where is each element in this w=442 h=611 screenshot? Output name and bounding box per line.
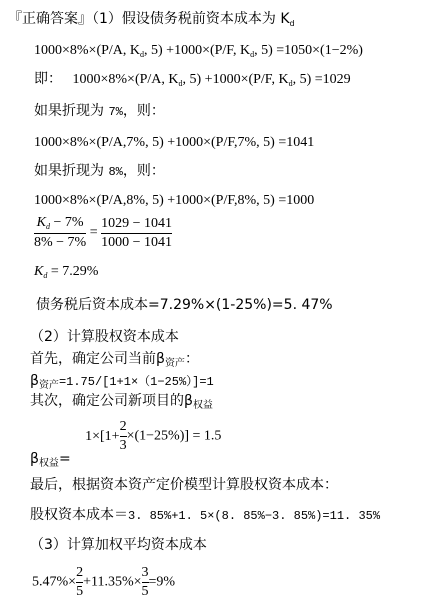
wacc-fraction-2: [142, 566, 149, 599]
discount-7-text: 如果折现为: [34, 103, 104, 119]
interpolation-equation: [34, 216, 172, 250]
equation-line-1: [34, 44, 363, 59]
fraction-bar: [34, 233, 86, 234]
kd-subscript: d: [289, 19, 295, 28]
interp-den: 8% − 7%: [34, 235, 87, 250]
beta-asset-equation: [30, 374, 214, 391]
equity-cost-equation: [30, 506, 380, 522]
discount-8-heading: [34, 164, 165, 178]
discount-7-heading: [34, 104, 165, 118]
beta-asset-value: =1.75/[1+1×（1−25%）]=1: [58, 375, 214, 389]
wacc-part-a: 5.47%×: [32, 574, 77, 590]
beta-asset-sub: 资产: [164, 358, 185, 369]
discount-8-rate: 8%: [108, 165, 123, 179]
interp-k: K: [36, 215, 46, 230]
beta-symbol: β: [30, 373, 39, 389]
beta-equity-symbol: β: [30, 450, 39, 467]
fraction-bar: [120, 436, 127, 437]
eq2-sub-2: d: [288, 79, 293, 88]
interp-k-sub: d: [46, 222, 50, 231]
discount-7-rate: 7%: [108, 105, 123, 119]
kd-result-sub: d: [43, 271, 48, 280]
discount-8-text: 如果折现为: [34, 163, 104, 179]
eq2-part-a: 1000×8%×(P/A, K: [72, 72, 179, 87]
eq2-part-b: , 5) +1000×(P/F, K: [182, 72, 289, 87]
eq1-sub-1: d: [140, 50, 145, 59]
beta-asset-intro-text: 首先，确定公司当前β: [30, 351, 165, 367]
eq1-part-c: , 5) =1050×(1−2%): [254, 43, 363, 58]
kd-letter: K: [34, 264, 44, 279]
beta-equity-den: 3: [119, 438, 127, 453]
equation-8pct: 1000×8%×(P/A,8%, 5) +1000×(P/F,8%, 5) =1000: [34, 193, 315, 208]
wacc-den-1: 5: [76, 584, 84, 599]
fraction-bar: [101, 233, 172, 234]
beta-equity-sub: 权益: [192, 400, 213, 411]
after-tax-debt-cost: 债务税后资本成本=7.29%×(1-25%)=5. 47%: [36, 297, 333, 313]
wacc-equation: [32, 566, 175, 599]
equity-cost-label: 股权资本成本＝: [30, 507, 128, 523]
beta-equity-equals: =: [58, 450, 71, 467]
fraction-bar: [142, 582, 149, 583]
eq2-sub-1: d: [178, 79, 183, 88]
wacc-result: =9%: [148, 574, 176, 590]
section-3-heading: （3）计算加权平均资本成本: [30, 537, 207, 553]
wacc-den-2: 5: [141, 584, 149, 599]
eq2-prefix: 即：: [34, 71, 62, 87]
beta-asset-intro-suffix: ：: [184, 351, 199, 367]
beta-equity-equation: [30, 420, 221, 469]
kd-result: [34, 265, 98, 280]
beta-equity-fraction: [120, 420, 127, 453]
answer-heading-text: 『正确答案』（1）假设债务税前资本成本为 K: [8, 11, 290, 27]
beta-equity-intro-text: 其次，确定公司新项目的β: [30, 393, 193, 409]
fraction-bar: [76, 582, 83, 583]
equity-cost-value: 3. 85%+1. 5×(8. 85%−3. 85%)=11. 35%: [128, 509, 381, 523]
answer-heading: [8, 12, 295, 28]
discount-7-suffix: ，则：: [122, 103, 165, 119]
wacc-num-1: 2: [76, 565, 84, 580]
wacc-num-2: 3: [141, 565, 149, 580]
eq2-part-c: , 5) =1029: [292, 72, 351, 87]
wacc-fraction-1: [76, 566, 83, 599]
eq1-sub-2: d: [250, 50, 255, 59]
interp-num-rest: − 7%: [50, 215, 84, 230]
beta-equity-intro: [30, 394, 213, 411]
discount-8-suffix: ，则：: [122, 163, 165, 179]
kd-value: = 7.29%: [47, 264, 99, 279]
beta-equity-part-c: 1×[1+: [85, 428, 120, 444]
beta-equity-part-d: ×(1−25%)] = 1.5: [126, 428, 222, 444]
beta-equity-eq-sub: 权益: [38, 457, 59, 469]
interp-right-fraction: [101, 217, 172, 250]
interp-right-num: 1029 − 1041: [101, 215, 173, 231]
capm-intro: 最后，根据资本资产定价模型计算股权资本成本：: [30, 477, 338, 493]
interp-equals: =: [89, 225, 98, 240]
interp-left-fraction: [34, 216, 86, 250]
eq1-part-a: 1000×8%×(P/A, K: [34, 43, 141, 58]
beta-equity-num: 2: [119, 419, 127, 434]
beta-asset-intro: [30, 352, 199, 369]
equation-line-2: [34, 72, 351, 88]
eq1-part-b: , 5) +1000×(P/F, K: [144, 43, 251, 58]
beta-asset-eq-sub: 资产: [38, 380, 59, 391]
equation-7pct: 1000×8%×(P/A,7%, 5) +1000×(P/F,7%, 5) =1041: [34, 135, 315, 150]
interp-right-den: 1000 − 1041: [101, 234, 173, 250]
section-2-heading: （2）计算股权资本成本: [30, 329, 179, 345]
wacc-part-b: +11.35%×: [83, 574, 142, 590]
